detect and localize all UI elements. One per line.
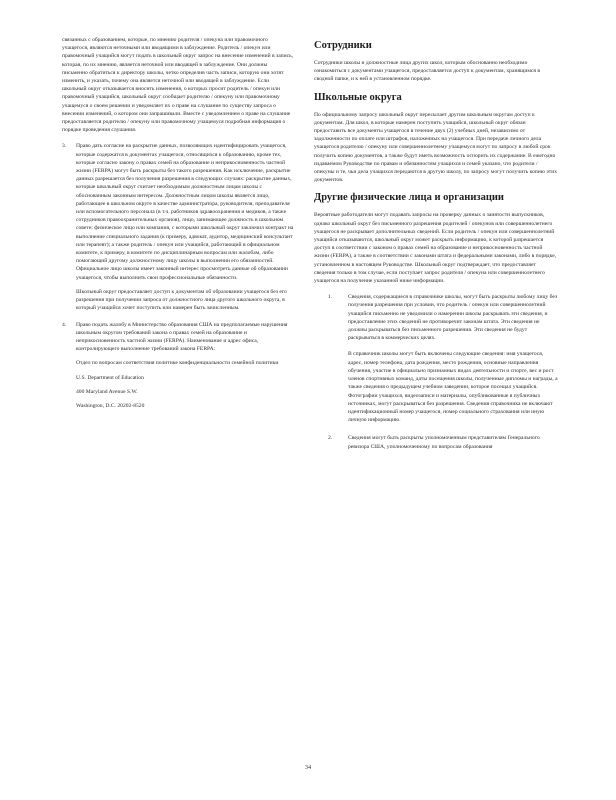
list-number: 1. (328, 294, 333, 301)
address-line: Отдел по вопросам соответствия политике конфиденциальности семейной политики (76, 360, 279, 367)
disclosure-list-item (314, 293, 558, 424)
rights-list-item (62, 142, 294, 312)
right-column (314, 36, 558, 461)
disclosure-list-item (314, 434, 558, 450)
section-paragraph: Сотрудники школы и должностные лица других школ, которым обоснованно необходимо ознакомиться с документами учащегося, предоставляется доступ к документам, хранящимся в сводной папке, и к ней в установленном порядке. (314, 60, 540, 83)
list-item-paragraph: Право дать согласие на раскрытие данных, позволяющих идентифицировать учащегося, которые содержатся в документах учащегося, относящихся к образованию, кроме тех, которые согласно закону о правах семей на образование и неприкосновенность частной жизни (FERPA) могут быть раскрыты без такого разрешения. Как исключение, раскрытие данных разрешается без получения разрешения в следующих случаях: раскрытие данных, которые школьный округ считает необходимым должностным лицам школы с обоснованным законным интересом. Должностным лицом школы является лицо, работающее в школьном округе в качестве администратора, руководителя, преподавателя или вспомогательного персонала (в т.ч. работников здравоохранения и медиков, а также сотрудников правоохранительных органов), лицо, занимающее должность в школьном совете; физическое лицо или компания, с которыми школьный округ заключил контракт на выполнение специального задания (к примеру, адвокат, аудитор, медицинский консультант или терапевт); а также родитель / опекун или учащийся, работающий в официальном комитете, к примеру, в комитете по дисциплинарным вопросам или жалобам, либо помогающий другому должностному лицу школы в выполнении его обязанностей. Официальное лицо школы имеет законный интерес просмотреть данные об образовании учащегося, чтобы выполнить свои профессиональные обязанности. (76, 143, 294, 281)
address-line: 400 Maryland Avenue S.W. (76, 388, 138, 395)
section-paragraph: По официальному запросу школьный округ пересылает другим школьным округам доступ к документам. Для школ, в которые намерен поступить учащийся, школьный округ обязан предоставить все документы учащегося в течение двух (2) учебных дней, независимо от задолженности по оплате или штрафов, наложенных на учащегося. При передаче личного дела учащегося родителю / опекуну или совершеннолетнему учащемуся могут по запросу в любой срок получить копию документов, а также будут иметь возможность оспорить их содержание. В ежегодно издаваемом Руководстве по правам и обязанностям учащихся и семей указано, что родители / опекуны и те, чьи дела учащихся передаются в другую школу, по запросу могут получить копию этих документов. (314, 111, 558, 184)
address-line: U.S. Department of Education (76, 374, 144, 381)
rights-list-item (62, 321, 294, 411)
list-number: 4. (62, 321, 67, 328)
disclosure-list (314, 293, 558, 450)
rights-list (62, 142, 294, 410)
list-number: 3. (62, 143, 67, 150)
list-item-paragraph: Сведения могут быть раскрыты уполномоченным представителям Генерального ревизора США, уполномоченному по вопросам образования (348, 435, 540, 450)
ferpa-office-address (76, 359, 294, 410)
list-item-paragraph: Право подать жалобу в Министерство образования США на предполагаемые нарушения школьным округом требований закона о правах семей на образование и неприкосновенность частной жизни (FERPA). Наименование и адрес офиса, контролирующего выполнение требований закона FERPA: (76, 321, 288, 353)
section-heading-other-entities: Другие физические лица и организации (314, 192, 504, 204)
section-paragraph: Вероятные работодатели могут подавать запросы на проверку данных о занятости выпускников, однако школьный округ без письменного разрешения родителей / опекунов или совершеннолетнего учащегося не раскрывает дополнительных сведений. Если родитель / опекун или совершеннолетний учащийся отказываются, школьный округ может раскрыть информацию, к которой разрешается доступ в соответствии с законом о правах семей на образование и неприкосновенность частной жизни (FERPA), а также в соответствии с законами штата и федеральными законами, либо в порядке, установленном в настоящем Руководстве. Школьный округ подтверждает, что предоставляет сведения только в том случае, если поступает запрос родителя / опекуна или совершеннолетнего учащегося на получение указанной ниже информации. (314, 212, 557, 285)
intro-paragraph: связанных с образованием, которые, по мнению родителя / опекуна или правомочного учащегося, являются неточными или вводящими в заблуждение. Родитель / опекун или правомочный учащийся могут подать в школьный округ запрос на внесение изменений в запись, которая, по их мнению, является неточной или вводящей в заблуждение. Они должны письменно обратиться к директору школы, четко определив часть записи, которую они хотят изменить, и указать, почему она является неточной или вводящей в заблуждение. Если школьный округ отказывается вносить изменения, о которых просит родитель / опекун или правомочный учащийся, школьный округ сообщает родителю / опекуну или правомочному учащемуся о своем решении и уведомляет их о праве на слушание по существу запроса о внесении изменений, о котором они запрашивали. Вместе с уведомлением о праве на слушание предоставляется родителю / опекуну или правомочному учащемуся подробная информация о порядке проведения слушания. (62, 37, 294, 134)
page-number: 34 (304, 764, 312, 771)
section-heading-districts: Школьные округа (314, 91, 402, 103)
left-column (62, 36, 294, 418)
list-item-paragraph: В справочник школы могут быть включены следующие сведения: имя учащегося, адрес, номер телефона, дата рождения, место рождения, основные направления обучения, участие в официально признанных видах деятельности и спорте, вес и рост членов спортивных команд, даты посещения школы, полученные дипломы и награды, а также сведения о предыдущем учебном заведении, которое посещал учащийся. Фотографии учащихся, видеозаписи и материалы, опубликованные в публичных источниках, могут раскрываться без разрешения. Сведения справочника не включают идентификационный номер учащегося, номер социального страхования или иную личную информацию. (348, 351, 558, 424)
list-item-paragraph: Сведения, содержащиеся в справочнике школы, могут быть раскрыты любому лицу без получения разрешения при условии, что родитель / опекун или совершеннолетний учащийся письменно не уведомили о намерении школы раскрывать эти сведения, и предоставление этих сведений не противоречит законам штата. Эти сведения не должны раскрываться без письменного разрешения. Эти сведения не будут раскрываться в коммерческих целях. (348, 294, 558, 342)
section-heading-staff: Сотрудники (314, 40, 372, 51)
list-number: 2. (328, 435, 333, 442)
address-line: Washington, D.C. 20202-8520 (76, 402, 145, 409)
list-item-paragraph: Школьный округ предоставляет доступ к документам об образовании учащегося без его разрешения при получении запроса от должностного лица другого школьного округа, в который учащийся хочет поступить или намерен быть зачисленным. (76, 288, 287, 312)
